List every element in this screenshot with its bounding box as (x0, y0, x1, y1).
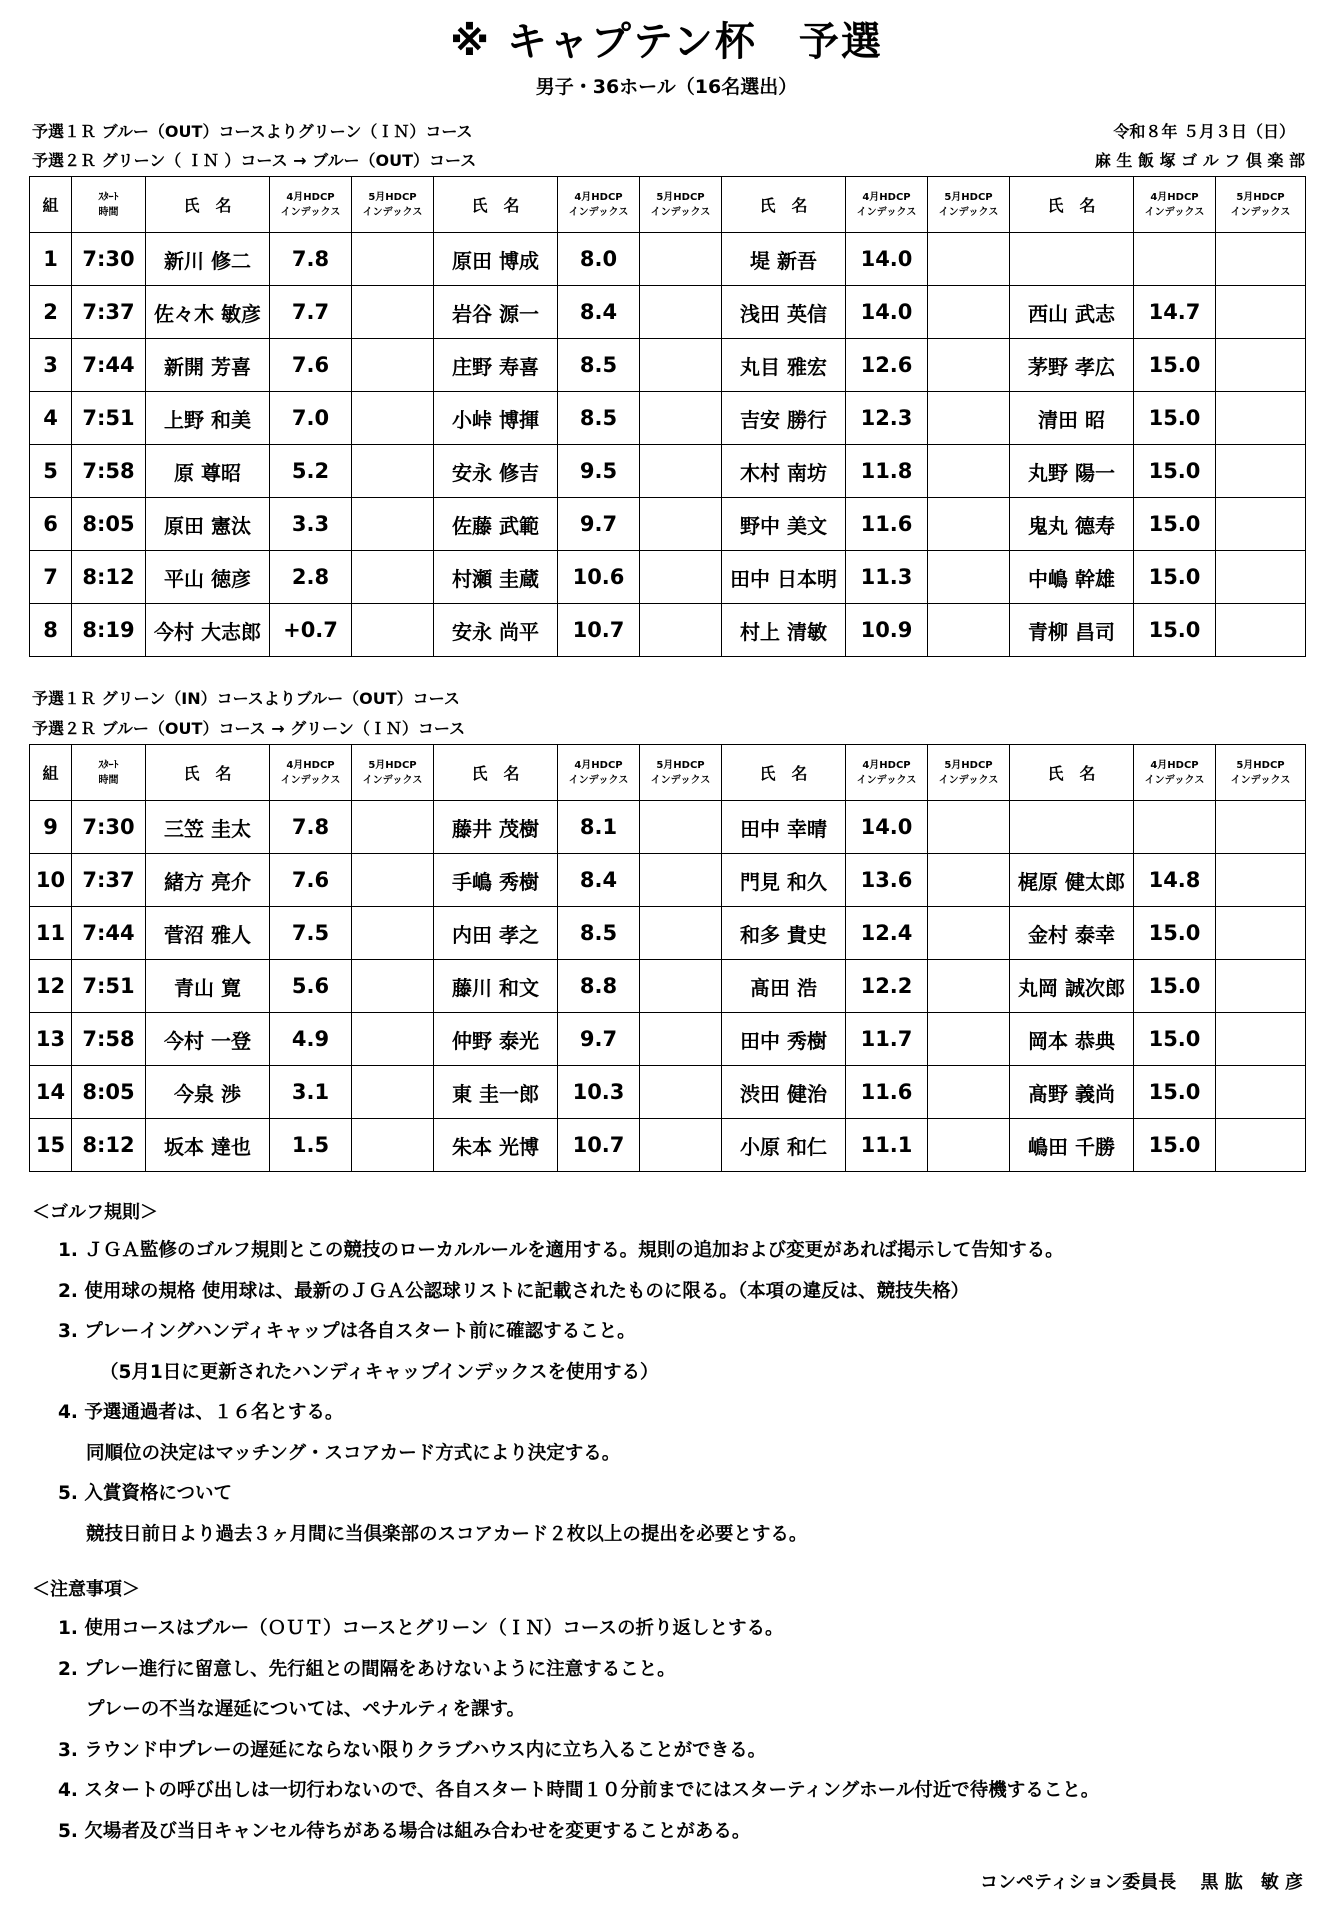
hdcp-may (640, 233, 722, 286)
player-name: 藤川 和文 (434, 960, 558, 1013)
col-hdcp-april: 4月HDCP インデックス (270, 177, 352, 233)
group-number: 10 (30, 854, 72, 907)
player-name: 今泉 渉 (146, 1066, 270, 1119)
header-row (30, 177, 1306, 233)
player-name: 丸目 雅宏 (722, 339, 846, 392)
hdcp-april: 4.9 (270, 1013, 352, 1066)
hdcp-april: 13.6 (846, 854, 928, 907)
start-time: 8:12 (72, 551, 146, 604)
hdcp-may (1216, 801, 1306, 854)
player-name: 田中 幸晴 (722, 801, 846, 854)
player-name: 今村 大志郎 (146, 604, 270, 657)
table-row (30, 233, 1306, 286)
hdcp-april: 14.8 (1134, 854, 1216, 907)
hdcp-april: 9.7 (558, 1013, 640, 1066)
table-row (30, 604, 1306, 657)
player-name: 鬼丸 德寿 (1010, 498, 1134, 551)
table-row (30, 286, 1306, 339)
player-name: 内田 孝之 (434, 907, 558, 960)
hdcp-may (352, 551, 434, 604)
col-group: 組 (30, 745, 72, 801)
player-name: 西山 武志 (1010, 286, 1134, 339)
hdcp-may (1216, 854, 1306, 907)
hdcp-april: 10.7 (558, 1119, 640, 1172)
hdcp-april: 10.9 (846, 604, 928, 657)
group-number: 14 (30, 1066, 72, 1119)
table-row (30, 907, 1306, 960)
hdcp-april (1134, 801, 1216, 854)
section1-line1: 予選１Ｒ ブルー（OUT）コースよりグリーン（ＩＮ）コース (32, 122, 473, 141)
col-name: 氏 名 (146, 177, 270, 233)
player-name: 小峠 博揮 (434, 392, 558, 445)
player-name: 安永 尚平 (434, 604, 558, 657)
player-name (1010, 233, 1134, 286)
hdcp-may (352, 1066, 434, 1119)
player-name: 髙野 義尚 (1010, 1066, 1134, 1119)
hdcp-april: 7.5 (270, 907, 352, 960)
player-name: 新川 修二 (146, 233, 270, 286)
table-row (30, 1066, 1306, 1119)
hdcp-may (1216, 233, 1306, 286)
hdcp-april: 8.0 (558, 233, 640, 286)
hdcp-may (640, 445, 722, 498)
player-name: 丸野 陽一 (1010, 445, 1134, 498)
group-number: 12 (30, 960, 72, 1013)
hdcp-april: 7.7 (270, 286, 352, 339)
table-row (30, 445, 1306, 498)
start-time: 7:30 (72, 233, 146, 286)
group-number: 4 (30, 392, 72, 445)
col-hdcp-may: 5月HDCP インデックス (1216, 745, 1306, 801)
hdcp-may (928, 907, 1010, 960)
hdcp-may (1216, 1066, 1306, 1119)
hdcp-april: 15.0 (1134, 339, 1216, 392)
col-name: 氏 名 (722, 745, 846, 801)
col-hdcp-may: 5月HDCP インデックス (1216, 177, 1306, 233)
hdcp-april: 15.0 (1134, 445, 1216, 498)
notes-line: 3. ラウンド中プレーの遅延にならない限りクラブハウス内に立ち入ることができる。 (58, 1739, 767, 1761)
hdcp-may (1216, 339, 1306, 392)
hdcp-may (352, 286, 434, 339)
hdcp-may (928, 854, 1010, 907)
player-name: 三笠 圭太 (146, 801, 270, 854)
hdcp-may (928, 1013, 1010, 1066)
hdcp-may (640, 960, 722, 1013)
player-name: 菅沼 雅人 (146, 907, 270, 960)
hdcp-may (1216, 445, 1306, 498)
hdcp-april: 1.5 (270, 1119, 352, 1172)
rules-heading: ＜ゴルフ規則＞ (32, 1202, 158, 1223)
col-start-time: ｽﾀｰﾄ 時間 (72, 177, 146, 233)
hdcp-april: 8.4 (558, 286, 640, 339)
hdcp-april: 9.7 (558, 498, 640, 551)
player-name: 原 尊昭 (146, 445, 270, 498)
start-time: 7:30 (72, 801, 146, 854)
hdcp-may (352, 960, 434, 1013)
hdcp-april: 15.0 (1134, 1013, 1216, 1066)
table-row (30, 339, 1306, 392)
player-name: 原田 博成 (434, 233, 558, 286)
start-time: 7:37 (72, 286, 146, 339)
player-name: 門見 和久 (722, 854, 846, 907)
group-number: 13 (30, 1013, 72, 1066)
col-name: 氏 名 (722, 177, 846, 233)
hdcp-april: 3.1 (270, 1066, 352, 1119)
hdcp-april: 15.0 (1134, 1066, 1216, 1119)
hdcp-april: 11.7 (846, 1013, 928, 1066)
col-hdcp-may: 5月HDCP インデックス (640, 745, 722, 801)
start-time: 8:19 (72, 604, 146, 657)
header-row (30, 745, 1306, 801)
col-hdcp-april: 4月HDCP インデックス (846, 745, 928, 801)
notes-line: 5. 欠場者及び当日キャンセル待ちがある場合は組み合わせを変更することがある。 (58, 1820, 751, 1842)
start-time: 8:12 (72, 1119, 146, 1172)
hdcp-april: 12.6 (846, 339, 928, 392)
hdcp-may (1216, 1119, 1306, 1172)
player-name: 朱本 光博 (434, 1119, 558, 1172)
hdcp-may (352, 854, 434, 907)
hdcp-may (928, 801, 1010, 854)
section2-line2: 予選２Ｒ ブルー（OUT）コース → グリーン（ＩＮ）コース (32, 719, 466, 738)
hdcp-may (640, 907, 722, 960)
hdcp-may (928, 960, 1010, 1013)
hdcp-april: 8.5 (558, 392, 640, 445)
player-name: 岩谷 源一 (434, 286, 558, 339)
rules-line: 4. 予選通過者は、１６名とする。 (58, 1402, 344, 1423)
start-time: 7:51 (72, 392, 146, 445)
hdcp-april: 7.8 (270, 801, 352, 854)
hdcp-may (1216, 1013, 1306, 1066)
event-date: 令和８年 ５月３日（日） (1113, 122, 1295, 141)
player-name: 手嶋 秀樹 (434, 854, 558, 907)
hdcp-may (352, 392, 434, 445)
start-time: 7:44 (72, 907, 146, 960)
hdcp-may (352, 1013, 434, 1066)
group-number: 5 (30, 445, 72, 498)
col-hdcp-april: 4月HDCP インデックス (846, 177, 928, 233)
page-title: ※ キャプテン杯 予選 (450, 19, 883, 65)
hdcp-may (1216, 907, 1306, 960)
player-name: 村上 清敏 (722, 604, 846, 657)
col-group: 組 (30, 177, 72, 233)
section1-line2: 予選２Ｒ グリーン（ ＩＮ ）コース → ブルー（OUT）コース (32, 151, 477, 170)
hdcp-may (1216, 392, 1306, 445)
table-row (30, 551, 1306, 604)
player-name: 浅田 英信 (722, 286, 846, 339)
player-name: 小原 和仁 (722, 1119, 846, 1172)
start-time: 7:44 (72, 339, 146, 392)
hdcp-may (1216, 960, 1306, 1013)
hdcp-may (640, 339, 722, 392)
col-hdcp-may: 5月HDCP インデックス (640, 177, 722, 233)
hdcp-april: 8.5 (558, 907, 640, 960)
hdcp-april: 3.3 (270, 498, 352, 551)
table-row (30, 498, 1306, 551)
hdcp-may (352, 445, 434, 498)
rules-line: 5. 入賞資格について (58, 1483, 232, 1504)
player-name: 原田 憲汰 (146, 498, 270, 551)
hdcp-april: 15.0 (1134, 392, 1216, 445)
col-hdcp-may: 5月HDCP インデックス (928, 177, 1010, 233)
hdcp-april: 15.0 (1134, 960, 1216, 1013)
player-name: 佐藤 武範 (434, 498, 558, 551)
start-time: 7:37 (72, 854, 146, 907)
hdcp-april: 11.8 (846, 445, 928, 498)
hdcp-may (928, 233, 1010, 286)
player-name: 東 圭一郎 (434, 1066, 558, 1119)
section2-line1: 予選１Ｒ グリーン（IN）コースよりブルー（OUT）コース (32, 689, 460, 708)
hdcp-may (352, 339, 434, 392)
hdcp-april: 8.4 (558, 854, 640, 907)
hdcp-april: 10.3 (558, 1066, 640, 1119)
hdcp-april: 12.3 (846, 392, 928, 445)
player-name: 渋田 健治 (722, 1066, 846, 1119)
hdcp-april: 15.0 (1134, 604, 1216, 657)
player-name: 藤井 茂樹 (434, 801, 558, 854)
player-name: 岡本 恭典 (1010, 1013, 1134, 1066)
player-name: 梶原 健太郎 (1010, 854, 1134, 907)
hdcp-may (640, 392, 722, 445)
hdcp-may (640, 498, 722, 551)
player-name: 中嶋 幹雄 (1010, 551, 1134, 604)
hdcp-may (640, 801, 722, 854)
rules-line: 2. 使用球の規格 使用球は、最新のＪＧＡ公認球リストに記載されたものに限る。（本項の違反は、競技失格） (58, 1280, 970, 1302)
player-name: 青山 寛 (146, 960, 270, 1013)
pairings-table-1 (29, 176, 1306, 657)
hdcp-april: 14.0 (846, 233, 928, 286)
hdcp-may (928, 604, 1010, 657)
hdcp-april: 15.0 (1134, 551, 1216, 604)
hdcp-april: 9.5 (558, 445, 640, 498)
hdcp-april: 10.6 (558, 551, 640, 604)
hdcp-april: +0.7 (270, 604, 352, 657)
hdcp-april: 7.8 (270, 233, 352, 286)
hdcp-april: 11.6 (846, 1066, 928, 1119)
player-name: 庄野 寿喜 (434, 339, 558, 392)
hdcp-may (640, 1066, 722, 1119)
col-name: 氏 名 (146, 745, 270, 801)
signature: コンペティション委員長 黒 肱 敏 彦 (980, 1872, 1303, 1893)
hdcp-april: 10.7 (558, 604, 640, 657)
player-name: 田中 日本明 (722, 551, 846, 604)
col-hdcp-april: 4月HDCP インデックス (558, 177, 640, 233)
hdcp-april: 12.4 (846, 907, 928, 960)
group-number: 11 (30, 907, 72, 960)
hdcp-may (928, 339, 1010, 392)
hdcp-april: 14.0 (846, 801, 928, 854)
start-time: 8:05 (72, 1066, 146, 1119)
player-name: 安永 修吉 (434, 445, 558, 498)
hdcp-may (352, 907, 434, 960)
hdcp-april: 2.8 (270, 551, 352, 604)
player-name (1010, 801, 1134, 854)
hdcp-april: 11.3 (846, 551, 928, 604)
group-number: 7 (30, 551, 72, 604)
hdcp-april: 15.0 (1134, 907, 1216, 960)
col-hdcp-april: 4月HDCP インデックス (1134, 745, 1216, 801)
col-name: 氏 名 (1010, 745, 1134, 801)
group-number: 15 (30, 1119, 72, 1172)
col-hdcp-april: 4月HDCP インデックス (270, 745, 352, 801)
player-name: 野中 美文 (722, 498, 846, 551)
hdcp-april: 11.1 (846, 1119, 928, 1172)
col-start-time: ｽﾀｰﾄ 時間 (72, 745, 146, 801)
club-name: 麻 生 飯 塚 ゴ ル フ 倶 楽 部 (1094, 151, 1305, 170)
col-hdcp-may: 5月HDCP インデックス (928, 745, 1010, 801)
col-hdcp-april: 4月HDCP インデックス (558, 745, 640, 801)
start-time: 7:58 (72, 1013, 146, 1066)
hdcp-may (1216, 604, 1306, 657)
player-name: 新開 芳喜 (146, 339, 270, 392)
hdcp-may (928, 1119, 1010, 1172)
player-name: 和多 貴史 (722, 907, 846, 960)
page-subtitle: 男子・36ホール（16名選出） (535, 76, 798, 98)
pairings-table-2 (29, 744, 1306, 1172)
start-time: 8:05 (72, 498, 146, 551)
hdcp-may (640, 1013, 722, 1066)
player-name: 吉安 勝行 (722, 392, 846, 445)
col-name: 氏 名 (1010, 177, 1134, 233)
table-row (30, 1119, 1306, 1172)
rules-line: 同順位の決定はマッチング・スコアカード方式により決定する。 (86, 1442, 621, 1464)
group-number: 1 (30, 233, 72, 286)
hdcp-may (928, 392, 1010, 445)
player-name: 村瀬 圭蔵 (434, 551, 558, 604)
hdcp-may (1216, 498, 1306, 551)
player-name: 茅野 孝広 (1010, 339, 1134, 392)
group-number: 3 (30, 339, 72, 392)
player-name: 平山 徳彦 (146, 551, 270, 604)
hdcp-april: 15.0 (1134, 498, 1216, 551)
col-hdcp-may: 5月HDCP インデックス (352, 745, 434, 801)
hdcp-april: 8.8 (558, 960, 640, 1013)
player-name: 青柳 昌司 (1010, 604, 1134, 657)
notes-heading: ＜注意事項＞ (32, 1579, 140, 1600)
notes-line: プレーの不当な遅延については、ペナルティを課す。 (86, 1699, 526, 1720)
hdcp-april: 12.2 (846, 960, 928, 1013)
hdcp-may (352, 233, 434, 286)
hdcp-april: 15.0 (1134, 1119, 1216, 1172)
player-name: 仲野 泰光 (434, 1013, 558, 1066)
hdcp-may (928, 498, 1010, 551)
group-number: 8 (30, 604, 72, 657)
rules-line: 1. ＪＧＡ監修のゴルフ規則とこの競技のローカルルールを適用する。規則の追加および変更があれば掲示して告知する。 (58, 1240, 1064, 1261)
player-name: 金村 泰幸 (1010, 907, 1134, 960)
player-name: 坂本 達也 (146, 1119, 270, 1172)
hdcp-may (352, 498, 434, 551)
hdcp-may (352, 801, 434, 854)
player-name: 清田 昭 (1010, 392, 1134, 445)
table-row (30, 801, 1306, 854)
hdcp-may (928, 551, 1010, 604)
player-name: 木村 南坊 (722, 445, 846, 498)
player-name: 緒方 亮介 (146, 854, 270, 907)
hdcp-april: 7.0 (270, 392, 352, 445)
player-name: 堤 新吾 (722, 233, 846, 286)
rules-line: （5月1日に更新されたハンディキャップインデックスを使用する） (100, 1361, 659, 1383)
hdcp-april: 7.6 (270, 854, 352, 907)
rules-line: 3. プレーイングハンディキャップは各自スタート前に確認すること。 (58, 1321, 636, 1342)
group-number: 6 (30, 498, 72, 551)
hdcp-april: 7.6 (270, 339, 352, 392)
notes-line: 4. スタートの呼び出しは一切行わないので、各自スタート時間１０分前までにはスターティングホール付近で待機すること。 (58, 1780, 1100, 1801)
hdcp-may (352, 604, 434, 657)
hdcp-may (640, 286, 722, 339)
hdcp-may (640, 551, 722, 604)
hdcp-april: 5.2 (270, 445, 352, 498)
table-row (30, 392, 1306, 445)
col-hdcp-may: 5月HDCP インデックス (352, 177, 434, 233)
hdcp-may (928, 286, 1010, 339)
hdcp-may (352, 1119, 434, 1172)
hdcp-april: 8.5 (558, 339, 640, 392)
col-name: 氏 名 (434, 177, 558, 233)
player-name: 佐々木 敏彦 (146, 286, 270, 339)
table-row (30, 960, 1306, 1013)
hdcp-may (640, 1119, 722, 1172)
hdcp-april (1134, 233, 1216, 286)
start-time: 7:58 (72, 445, 146, 498)
notes-line: 1. 使用コースはブルー（ＯＵＴ）コースとグリーン（ＩＮ）コースの折り返しとする。 (58, 1618, 784, 1639)
table-row (30, 1013, 1306, 1066)
hdcp-may (928, 1066, 1010, 1119)
player-name: 嶋田 千勝 (1010, 1119, 1134, 1172)
hdcp-may (1216, 551, 1306, 604)
notes-line: 2. プレー進行に留意し、先行組との間隔をあけないように注意すること。 (58, 1658, 676, 1680)
hdcp-april: 14.7 (1134, 286, 1216, 339)
hdcp-may (640, 854, 722, 907)
player-name: 今村 一登 (146, 1013, 270, 1066)
player-name: 丸岡 誠次郎 (1010, 960, 1134, 1013)
col-name: 氏 名 (434, 745, 558, 801)
player-name: 上野 和美 (146, 392, 270, 445)
start-time: 7:51 (72, 960, 146, 1013)
hdcp-april: 11.6 (846, 498, 928, 551)
hdcp-april: 14.0 (846, 286, 928, 339)
rules-line: 競技日前日より過去３ヶ月間に当倶楽部のスコアカード２枚以上の提出を必要とする。 (86, 1523, 808, 1545)
hdcp-april: 8.1 (558, 801, 640, 854)
hdcp-may (1216, 286, 1306, 339)
hdcp-april: 5.6 (270, 960, 352, 1013)
player-name: 髙田 浩 (722, 960, 846, 1013)
hdcp-may (640, 604, 722, 657)
player-name: 田中 秀樹 (722, 1013, 846, 1066)
table-row (30, 854, 1306, 907)
group-number: 9 (30, 801, 72, 854)
col-hdcp-april: 4月HDCP インデックス (1134, 177, 1216, 233)
hdcp-may (928, 445, 1010, 498)
group-number: 2 (30, 286, 72, 339)
